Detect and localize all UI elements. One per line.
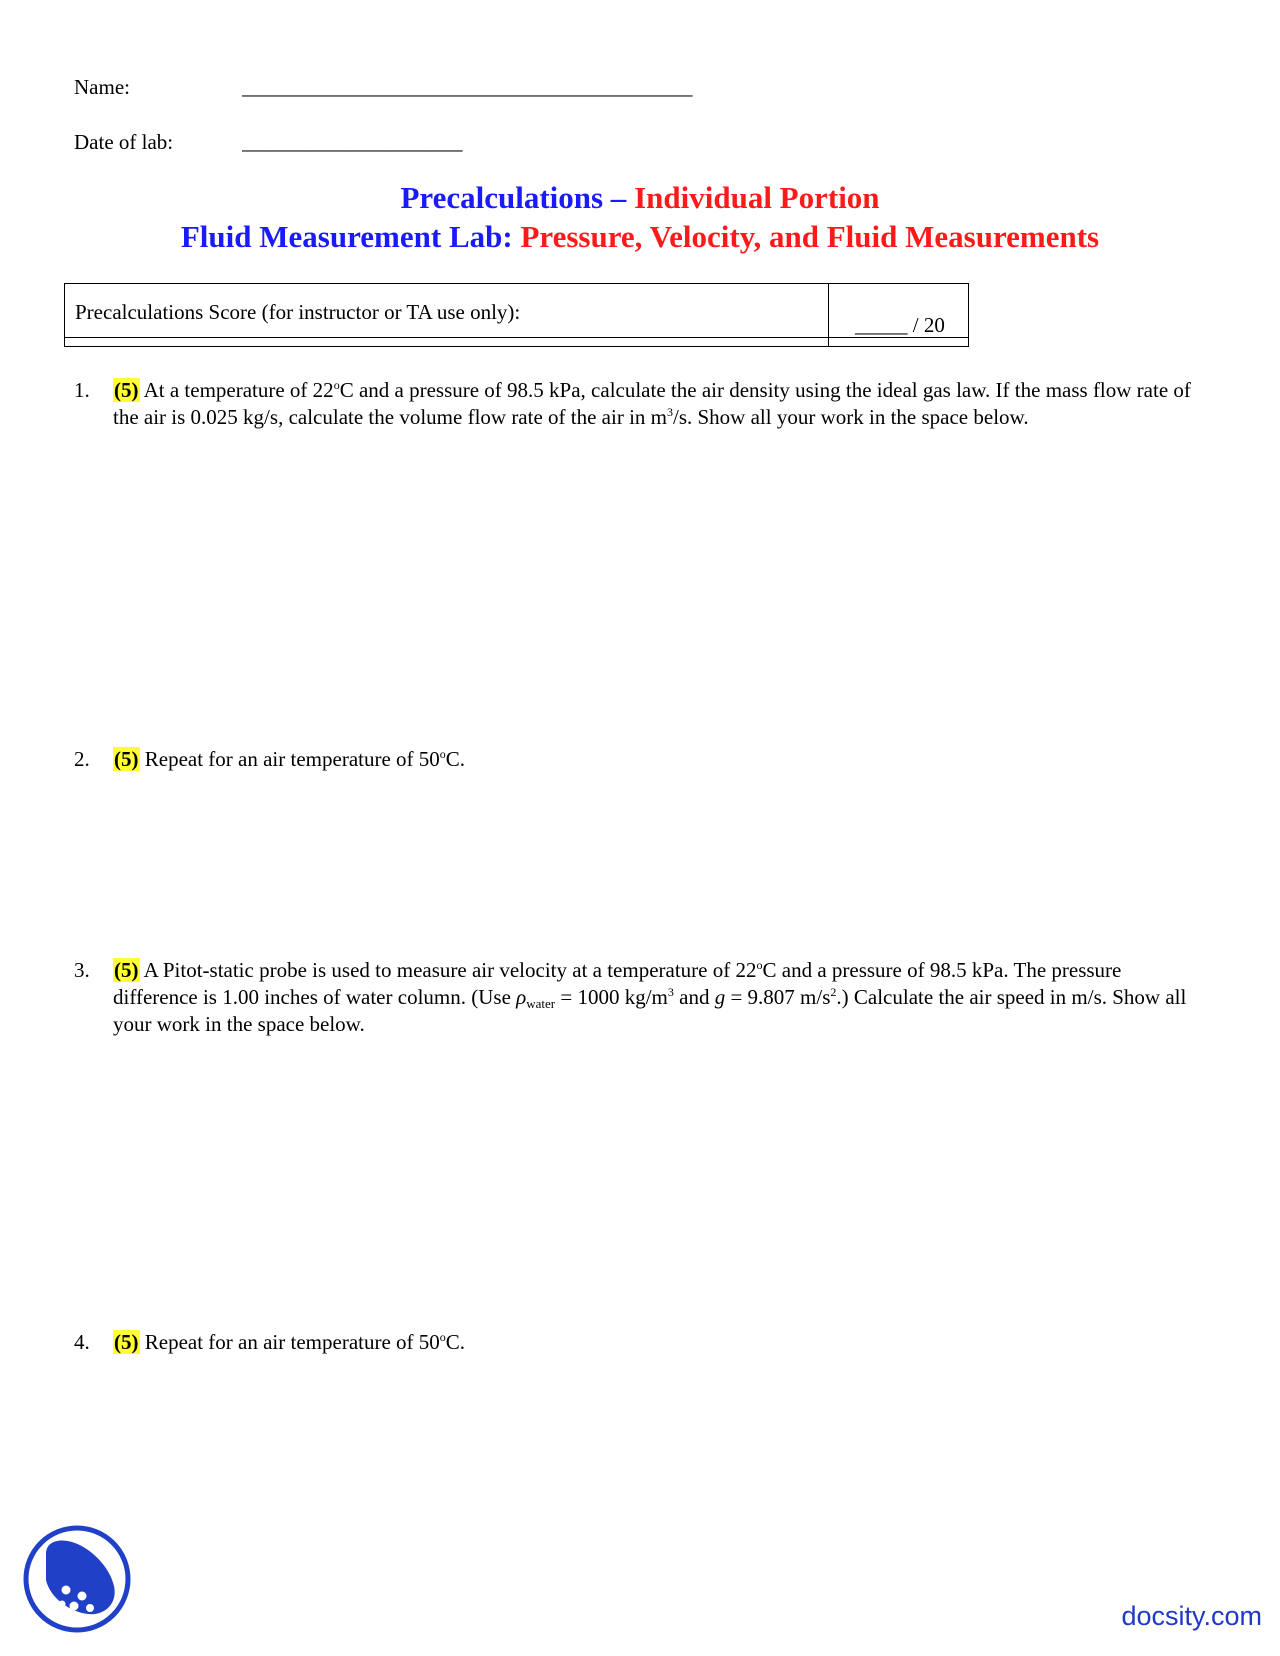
- cubed-superscript: 3: [667, 405, 673, 419]
- title-individual-portion: Individual Portion: [634, 180, 880, 215]
- degree-superscript: o: [756, 958, 763, 972]
- question-text-part: C and a pressure of 98.5 kPa, calculate the air density using the ideal gas law. If the mass flow rate of the air is 0.025 kg/s, calculate the volume flow rate of the air in m: [113, 378, 1191, 429]
- rho-symbol: ρ: [516, 985, 527, 1009]
- title-precalculations: Precalculations –: [400, 180, 635, 215]
- question-text-part: and: [673, 985, 715, 1009]
- title-line-2: [0, 219, 1280, 255]
- docsity-brand-link[interactable]: docsity.com: [1121, 1601, 1262, 1631]
- points-badge: (5): [114, 958, 139, 982]
- degree-superscript: o: [333, 378, 340, 392]
- gravity-symbol: g: [714, 985, 726, 1009]
- question-text-part: C and a pressure of 98.5 kPa. The pressure difference is 1.00 inches of water column. (Use: [113, 958, 1122, 1009]
- question-4: [74, 1329, 1194, 1356]
- question-number: 1.: [74, 378, 90, 402]
- question-text: [113, 377, 1194, 431]
- title-lab-subject: Pressure, Velocity, and Fluid Measurements: [520, 219, 1100, 254]
- question-text-part: /s. Show all your work in the space below.: [673, 405, 1029, 429]
- question-text-part: = 1000 kg/m: [555, 985, 668, 1009]
- points-badge: (5): [114, 1330, 139, 1354]
- name-label: Name:: [74, 75, 130, 99]
- question-number: 3.: [74, 958, 90, 982]
- date-blank-line[interactable]: ______________________: [242, 130, 462, 154]
- question-number: 2.: [74, 747, 90, 771]
- question-text-part: .) Calculate the air speed in m/s. Show all your work in the space below.: [113, 985, 1187, 1036]
- score-table-bottom-rule: [65, 337, 968, 338]
- title-line-1: [0, 180, 1280, 216]
- question-text: [113, 957, 1194, 1038]
- question-3: [74, 957, 1194, 1038]
- question-text-part: Repeat for an air temperature of 50: [139, 1330, 440, 1354]
- question-1: [74, 377, 1194, 431]
- question-text: [113, 1329, 1194, 1356]
- score-table: [64, 283, 969, 347]
- docsity-logo-icon[interactable]: [22, 1524, 132, 1634]
- question-text-part: Repeat for an air temperature of 50: [139, 747, 440, 771]
- squared-superscript: 2: [830, 985, 837, 999]
- score-label: Precalculations Score (for instructor or TA use only):: [75, 300, 521, 324]
- degree-superscript: o: [439, 1330, 446, 1344]
- points-badge: (5): [114, 747, 139, 771]
- question-text-part: C.: [445, 747, 466, 771]
- question-text: [113, 746, 1194, 773]
- points-badge: (5): [114, 378, 139, 402]
- score-value[interactable]: _____ / 20: [855, 313, 945, 337]
- degree-superscript: o: [439, 747, 446, 761]
- question-text-part: A Pitot-static probe is used to measure air velocity at a temperature of 22: [139, 958, 757, 982]
- cubed-superscript: 3: [667, 985, 674, 999]
- question-2: [74, 746, 1194, 773]
- water-subscript: water: [526, 996, 556, 1011]
- question-number: 4.: [74, 1330, 90, 1354]
- date-label: Date of lab:: [74, 130, 174, 154]
- title-lab-name: Fluid Measurement Lab:: [180, 219, 521, 254]
- question-text-part: C.: [445, 1330, 466, 1354]
- question-text-part: = 9.807 m/s: [725, 985, 831, 1009]
- question-text-part: At a temperature of 22: [139, 378, 334, 402]
- name-blank-line[interactable]: _____________________________________________: [242, 75, 692, 99]
